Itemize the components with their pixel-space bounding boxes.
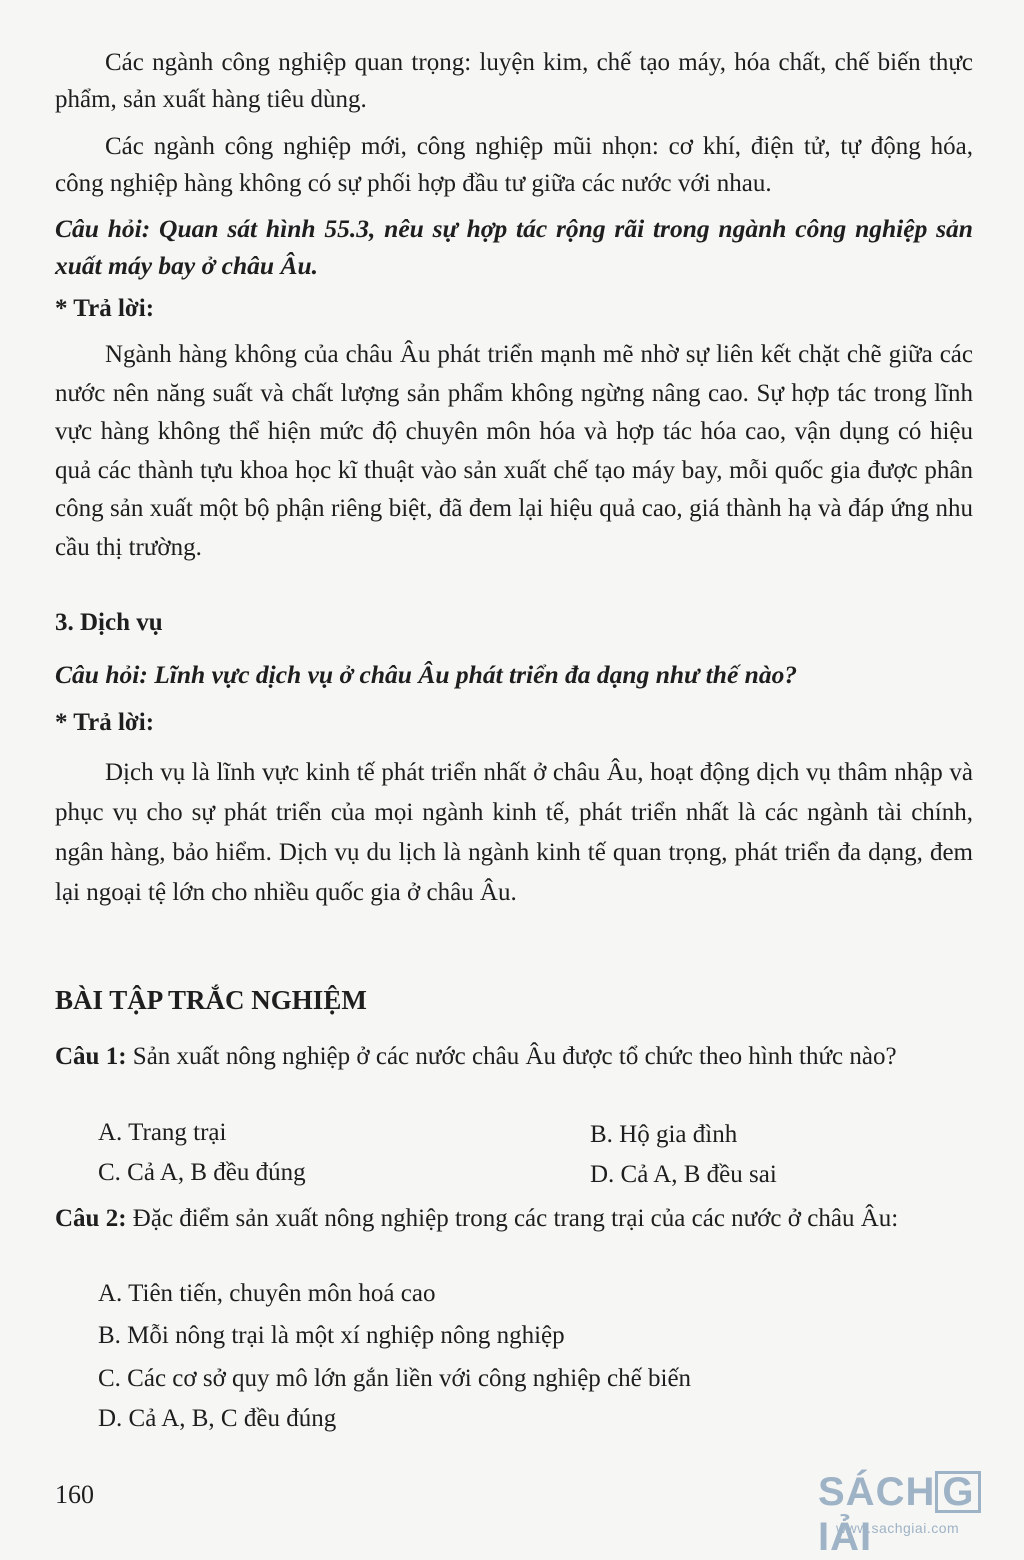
answer-services: Dịch vụ là lĩnh vực kinh tế phát triển nhất ở châu Âu, hoạt động dịch vụ thâm nhập và phục vụ cho sự phát triển của mọi ngành kinh tế, phát triển nhất là các ngành tài chính, ngân hàng, bảo hiểm. Dịch vụ du lịch là ngành kinh tế quan trọng, phát triển đa dạng, đem lại ngoại tệ lớn cho nhiều quốc gia ở châu Âu. — [55, 759, 973, 906]
mcq-1-text: Sản xuất nông nghiệp ở các nước châu Âu được tổ chức theo hình thức nào? — [126, 1043, 897, 1070]
mcq-2-option-c: C. Các cơ sở quy mô lớn gắn liền với công nghiệp chế biến — [98, 1365, 692, 1392]
watermark-url: www.sachgiai.com — [836, 1520, 960, 1536]
mcq-2-option-d: D. Cả A, B, C đều đúng — [98, 1405, 337, 1432]
watermark-brand-left: SÁCH — [818, 1470, 936, 1514]
section-heading-services: 3. Dịch vụ — [55, 609, 163, 636]
mcq-2-option-a: A. Tiên tiến, chuyên môn hoá cao — [98, 1280, 436, 1307]
mcq-2-question — [55, 1200, 973, 1237]
mcq-2-label: Câu 2: — [55, 1205, 127, 1232]
mcq-1-option-c: C. Cả A, B đều đúng — [98, 1159, 306, 1186]
mcq-1-label: Câu 1: — [55, 1043, 127, 1070]
paragraph-new-industries: Các ngành công nghiệp mới, công nghiệp mũi nhọn: cơ khí, điện tử, tự động hóa, công nghiệp hàng không có sự phối hợp đầu tư giữa các nước với nhau. — [55, 133, 973, 197]
mcq-2-text: Đặc điểm sản xuất nông nghiệp trong các trang trại của các nước ở châu Âu: — [126, 1205, 899, 1232]
mcq-2-option-b: B. Mỗi nông trại là một xí nghiệp nông nghiệp — [98, 1322, 565, 1349]
page-number: 160 — [55, 1480, 94, 1509]
mcq-1-option-d: D. Cả A, B đều sai — [590, 1161, 777, 1188]
answer-aviation: Ngành hàng không của châu Âu phát triển mạnh mẽ nhờ sự liên kết chặt chẽ giữa các nước nên năng suất và chất lượng sản phẩm không ngừng nâng cao. Sự hợp tác trong lĩnh vực hàng không thể hiện mức độ chuyên môn hóa và hợp tác hóa cao, vận dụng có hiệu quả các thành tựu khoa học kĩ thuật vào sản xuất chế tạo máy bay, mỗi quốc gia được phân công sản xuất một bộ phận riêng biệt, đã đem lại hiệu quả cao, giá thành hạ và đáp ứng nhu cầu thị trường. — [55, 341, 973, 561]
answer-label: * Trả lời: — [55, 709, 155, 736]
question-aviation: Câu hỏi: Quan sát hình 55.3, nêu sự hợp tác rộng rãi trong ngành công nghiệp sản xuất máy bay ở châu Âu. — [55, 214, 973, 280]
exercise-heading: BÀI TẬP TRẮC NGHIỆM — [55, 985, 367, 1015]
watermark-brand-right: IẢI — [818, 1515, 873, 1559]
watermark-brand-box: G — [935, 1471, 981, 1513]
mcq-1-option-a: A. Trang trại — [98, 1119, 227, 1146]
question-services: Câu hỏi: Lĩnh vực dịch vụ ở châu Âu phát triển đa dạng như thế nào? — [55, 660, 798, 689]
mcq-1-option-b: B. Hộ gia đình — [590, 1121, 738, 1148]
sachgiai-watermark-logo — [818, 1470, 1018, 1559]
mcq-1-question — [55, 1038, 973, 1075]
answer-label: * Trả lời: — [55, 295, 155, 322]
paragraph-industries: Các ngành công nghiệp quan trọng: luyện kim, chế tạo máy, hóa chất, chế biến thực phẩm, sản xuất hàng tiêu dùng. — [55, 49, 973, 113]
